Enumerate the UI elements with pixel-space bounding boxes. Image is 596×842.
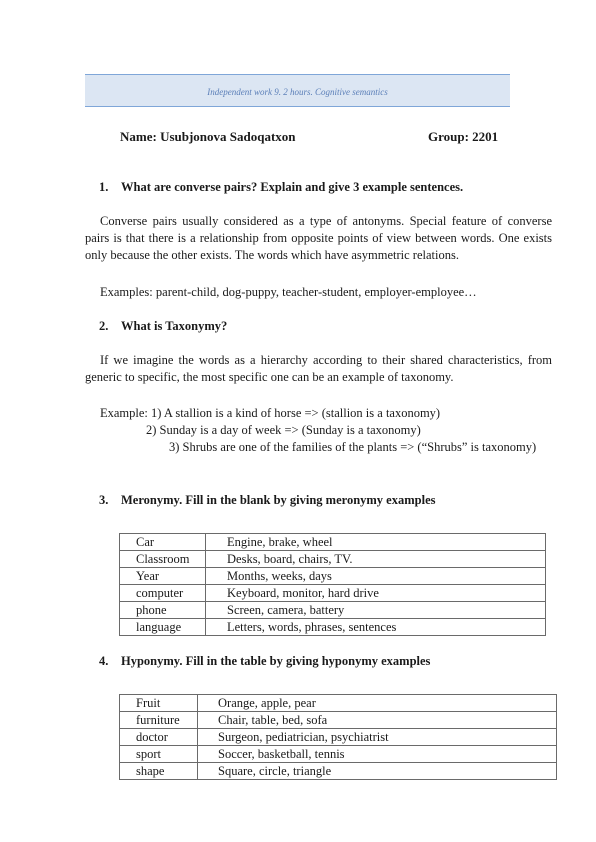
table-cell: doctor xyxy=(120,729,198,746)
table-cell: Screen, camera, battery xyxy=(206,602,546,619)
table-cell: Keyboard, monitor, hard drive xyxy=(206,585,546,602)
q2-paragraph-text: If we imagine the words as a hierarchy according to their shared characteristics, from generic to specific, the most specific one can be an example of taxonomy. xyxy=(85,353,552,384)
q1-number: 1. xyxy=(99,180,109,194)
table-row xyxy=(120,585,546,602)
table-cell: phone xyxy=(120,602,206,619)
table-row xyxy=(120,568,546,585)
table-cell: Year xyxy=(120,568,206,585)
table-row xyxy=(120,712,557,729)
q2-example-3-block xyxy=(85,439,552,456)
q2-title: What is Taxonymy? xyxy=(121,319,228,333)
table-cell: sport xyxy=(120,746,198,763)
table-row xyxy=(120,746,557,763)
q2-example-3: 3) Shrubs are one of the families of the plants => (“Shrubs” is taxonomy) xyxy=(169,440,537,454)
q1-paragraph-text: Converse pairs usually considered as a type of antonyms. Special feature of converse pairs is that there is a relationship from opposite points of view between words. One exists only because the other exists. The words which have asymmetric relations. xyxy=(85,214,552,262)
table-cell: Surgeon, pediatrician, psychiatrist xyxy=(198,729,557,746)
hyponymy-table xyxy=(119,694,557,780)
table-row xyxy=(120,619,546,636)
q4-number: 4. xyxy=(99,654,109,668)
table-cell: Orange, apple, pear xyxy=(198,695,557,712)
student-group: Group: 2201 xyxy=(428,129,499,144)
table-cell: Fruit xyxy=(120,695,198,712)
table-cell: language xyxy=(120,619,206,636)
q2-example-1: Example: 1) A stallion is a kind of horse => (stallion is a taxonomy) xyxy=(100,406,441,420)
table-cell: Square, circle, triangle xyxy=(198,763,557,780)
table-cell: Desks, board, chairs, TV. xyxy=(206,551,546,568)
table-row xyxy=(120,551,546,568)
table-cell: Chair, table, bed, sofa xyxy=(198,712,557,729)
table-row xyxy=(120,763,557,780)
header-text: Independent work 9. 2 hours. Cognitive semantics xyxy=(207,87,388,97)
q1-title: What are converse pairs? Explain and give 3 example sentences. xyxy=(121,180,464,194)
table-cell: shape xyxy=(120,763,198,780)
table-cell: Months, weeks, days xyxy=(206,568,546,585)
table-cell: Car xyxy=(120,534,206,551)
q1-examples: Examples: parent-child, dog-puppy, teacher-student, employer-employee… xyxy=(100,285,477,299)
student-name: Name: Usubjonova Sadoqatxon xyxy=(120,129,296,144)
table-cell: Classroom xyxy=(120,551,206,568)
q2-number: 2. xyxy=(99,319,109,333)
table-cell: Letters, words, phrases, sentences xyxy=(206,619,546,636)
header-banner xyxy=(85,74,510,107)
table-row xyxy=(120,602,546,619)
meronymy-table xyxy=(119,533,546,636)
table-cell: Soccer, basketball, tennis xyxy=(198,746,557,763)
q3-title: Meronymy. Fill in the blank by giving meronymy examples xyxy=(121,493,436,507)
q4-title: Hyponymy. Fill in the table by giving hyponymy examples xyxy=(121,654,431,668)
table-cell: computer xyxy=(120,585,206,602)
q3-number: 3. xyxy=(99,493,109,507)
table-cell: furniture xyxy=(120,712,198,729)
table-cell: Engine, brake, wheel xyxy=(206,534,546,551)
table-row xyxy=(120,534,546,551)
q2-example-2: 2) Sunday is a day of week => (Sunday is a taxonomy) xyxy=(146,423,421,437)
q1-paragraph xyxy=(85,213,552,264)
q2-paragraph xyxy=(85,352,552,386)
table-row xyxy=(120,695,557,712)
table-row xyxy=(120,729,557,746)
